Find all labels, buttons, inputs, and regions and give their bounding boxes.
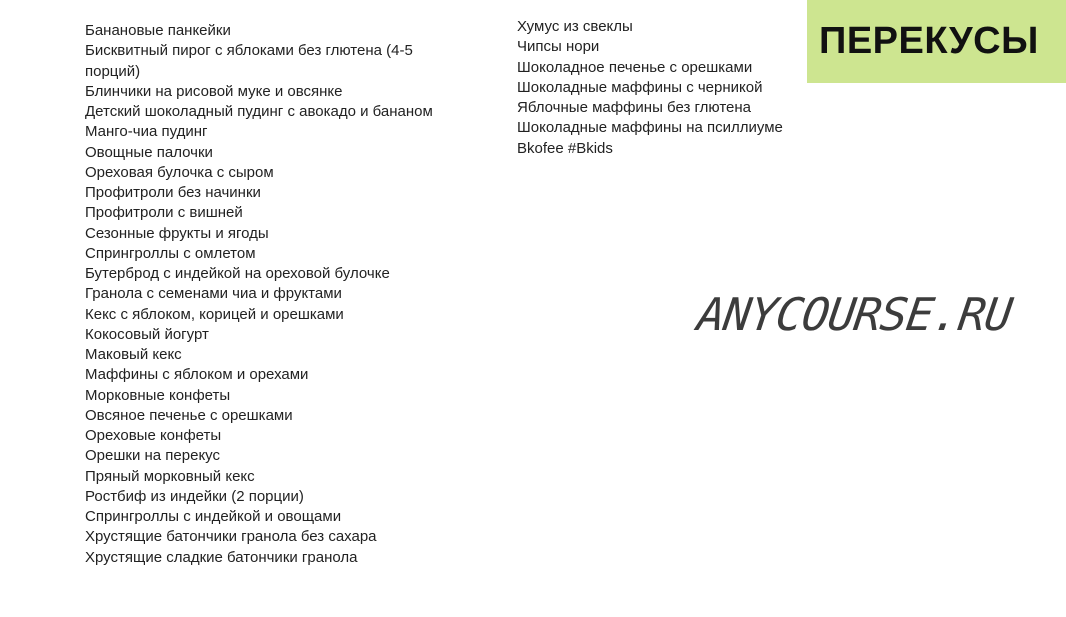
list-item[interactable]: Детский шоколадный пудинг с авокадо и бананом xyxy=(85,103,433,120)
list-item[interactable]: Хрустящие батончики гранола без сахара xyxy=(85,528,377,546)
list-item[interactable]: Маковый кекс xyxy=(85,346,182,363)
recipe-list-left xyxy=(85,21,465,568)
list-item[interactable]: Пряный морковный кекс xyxy=(85,467,255,485)
list-item[interactable]: Блинчики на рисовой муке и овсянке xyxy=(85,82,343,100)
list-item[interactable]: Хумус из свеклы xyxy=(517,18,633,35)
list-item[interactable]: Профитроли с вишней xyxy=(85,204,243,222)
list-item[interactable]: Банановые панкейки xyxy=(85,22,231,39)
list-item[interactable]: Орешки на перекус xyxy=(85,447,220,465)
list-item[interactable]: Кокосовый йогурт xyxy=(85,325,209,343)
list-item[interactable]: Шоколадные маффины на псиллиуме xyxy=(517,119,783,137)
section-title-banner xyxy=(807,0,1066,83)
list-item[interactable]: Спрингроллы с омлетом xyxy=(85,244,256,262)
list-item[interactable]: Чипсы нори xyxy=(517,38,600,56)
list-item[interactable]: Сезонные фрукты и ягоды xyxy=(85,224,269,242)
list-item[interactable]: Гранола с семенами чиа и фруктами xyxy=(85,285,342,303)
list-item[interactable]: Бутерброд с индейкой на ореховой булочке xyxy=(85,265,390,282)
list-item[interactable]: Бисквитный пирог с яблоками без глютена (4-5 порций) xyxy=(85,42,413,80)
list-item[interactable]: Bkofee #Bkids xyxy=(517,139,613,157)
list-item[interactable]: Профитроли без начинки xyxy=(85,184,261,201)
list-item[interactable]: Ореховая булочка с сыром xyxy=(85,163,274,181)
list-item[interactable]: Овсяное печенье с орешками xyxy=(85,406,293,424)
list-item[interactable]: Шоколадное печенье с орешками xyxy=(517,58,753,76)
list-item[interactable]: Спрингроллы с индейкой и овощами xyxy=(85,508,342,525)
list-item[interactable]: Шоколадные маффины с черникой xyxy=(517,78,763,96)
list-item[interactable]: Овощные палочки xyxy=(85,143,213,161)
list-item[interactable]: Морковные конфеты xyxy=(85,386,231,404)
recipe-list-right xyxy=(517,17,817,159)
list-item[interactable]: Яблочные маффины без глютена xyxy=(517,99,751,116)
list-item[interactable]: Маффины с яблоком и орехами xyxy=(85,366,309,384)
list-item[interactable]: Хрустящие сладкие батончики гранола xyxy=(85,548,358,566)
page-title: ПЕРЕКУСЫ xyxy=(819,20,1039,62)
watermark: ANYCOURSE.RU xyxy=(694,288,1015,341)
list-item[interactable]: Кекс с яблоком, корицей и орешками xyxy=(85,305,344,323)
list-item[interactable]: Ореховые конфеты xyxy=(85,427,222,444)
list-item[interactable]: Ростбиф из индейки (2 порции) xyxy=(85,487,304,505)
list-item[interactable]: Манго-чиа пудинг xyxy=(85,123,208,141)
